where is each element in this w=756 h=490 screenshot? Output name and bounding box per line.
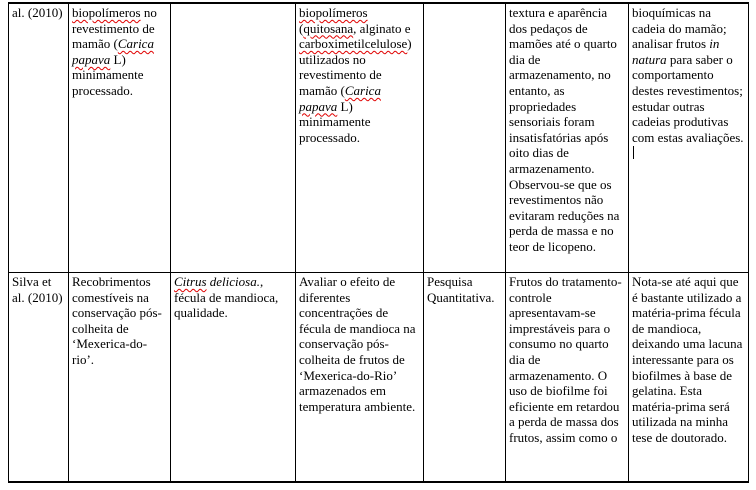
table-row [9,273,749,483]
misspelled-word: Carica [344,82,381,98]
cell-text: bioquímicas na cadeia do mamão; analisar frutos in natura para saber o comportamento destes revestimentos; estudar outras cadeias produtivas com estas avaliações. [629,4,748,272]
text-cursor [633,146,634,159]
table-cell-results[interactable] [506,273,629,483]
cell-text: Recobrimentos comestíveis na conservação pós-colheita de ‘Mexerica-do-rio’. [72,274,162,367]
table-cell-author[interactable] [9,273,69,483]
table-cell-personal-notes[interactable] [629,273,749,483]
cell-text [171,4,295,272]
cell-text: Nota-se até aqui que é bastante utilizado a matéria-prima fécula de mandioca, deixando uma lacuna interessante para os biofilmes à base de gelatina. Esta matéria-prima será utilizada na minha tese de doutorado. [632,274,743,445]
cell-text: Pesquisa Quantitativa. [427,274,495,305]
cell-text: Citrus deliciosa., fécula de mandioca, qualidade. [174,274,279,321]
misspelled-word: papava [299,98,338,114]
table-cell-objective[interactable] [296,273,424,483]
cell-text: textura e aparência dos pedaços de mamões até o quarto dia de armazenamento, no entanto, as propriedades sensoriais foram insatisfatórias após oito dias de armazenamento. Observou-se que os revestimentos não evitaram reduções na perda de massa e no teor de licopeno. [509,5,620,254]
misspelled-word: quitosana [303,20,354,36]
table-cell-keywords[interactable] [171,3,296,273]
cell-text [424,4,505,272]
table-cell-research-type[interactable] [424,273,506,483]
misspelled-word: carboximetilcelulose [299,36,408,52]
cell-text: biopolímeros no revestimento de mamão (Carica papava L) minimamente processado. [72,5,157,98]
literature-review-table [8,2,749,483]
table-cell-author[interactable] [9,3,69,273]
table-row [9,3,749,273]
misspelled-word: Citrus [174,274,207,289]
cell-text: biopolímeros (quitosana, alginato e carboximetilcelulose) utilizados no revestimento de mamão (Carica papava L) minimamente processado. [299,5,412,145]
cell-text: al. (2010) [12,5,63,20]
table-cell-title[interactable] [69,273,171,483]
table-cell-title[interactable] [69,3,171,273]
misspelled-word: biopolímeros [299,5,368,20]
table-cell-objective[interactable] [296,3,424,273]
table-cell-results[interactable] [506,3,629,273]
misspelled-word: papava [72,51,111,67]
table-cell-research-type[interactable] [424,3,506,273]
cell-text: Avaliar o efeito de diferentes concentrações de fécula de mandioca na conservação pós-colheita de frutos de ‘Mexerica-do-Rio’ armazenados em temperatura ambiente. [299,274,416,414]
misspelled-word: biopolímeros [72,5,141,20]
table-cell-personal-notes[interactable] [629,3,749,273]
table-cell-keywords[interactable] [171,273,296,483]
misspelled-word: Carica [117,36,154,52]
cell-text: Silva et al. (2010) [12,274,63,305]
cell-text: Frutos do tratamento-controle apresentavam-se imprestáveis para o consumo no quarto dia de armazenamento. O uso de biofilme foi eficiente em retardou a perda de massa dos frutos, assim como o [509,274,622,445]
